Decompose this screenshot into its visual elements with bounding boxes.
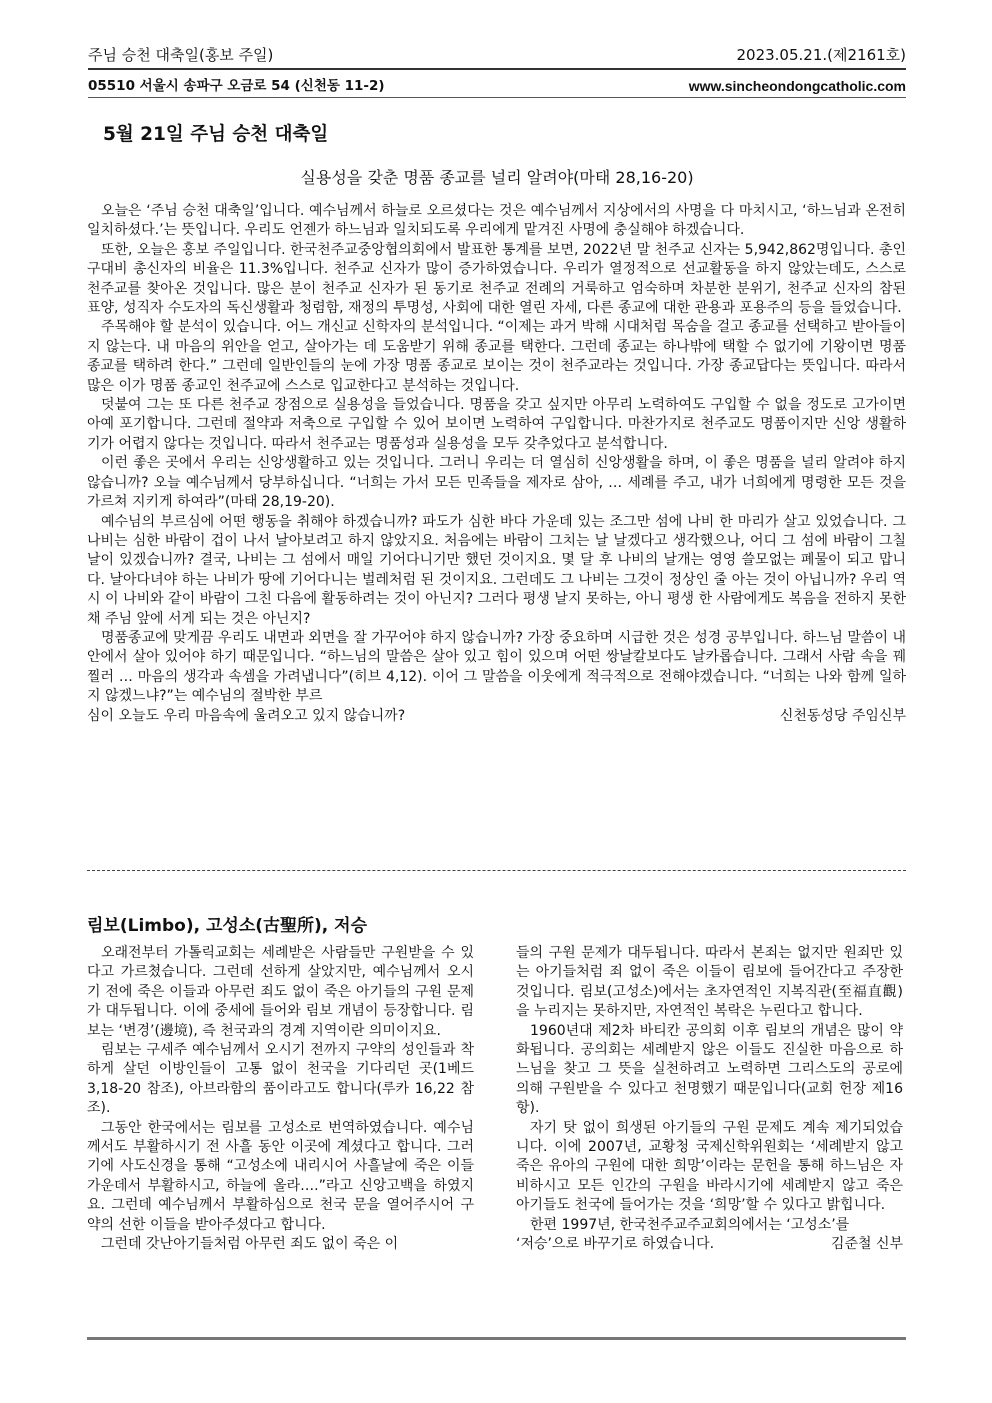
paragraph: 한편 1997년, 한국천주교주교회의에서는 ‘고성소’를 — [530, 1216, 850, 1233]
paragraph: 덧붙여 그는 또 다른 천주교 장점으로 실용성을 들었습니다. 명품을 갖고 싶지만 아무리 노력하여도 구입할 수 없을 정도로 고가이면 아예 포기합니다. 그런데 절약과 저축으로 구입할 수 있어 보이면 노력하여 구입합니다. 마찬가지로 천주교도 명품이지만 신앙 생활하기가 어렵지 않다는 것입니다. 따라서 천주교는 명품성과 실용성을 모두 갖추었다고 분석합니다. — [87, 397, 906, 452]
parish-address: 05510 서울시 송파구 오금로 54 (신천동 11-2) — [88, 78, 385, 94]
bottom-rule — [87, 1337, 906, 1340]
paragraph: 주목해야 할 분석이 있습니다. 어느 개신교 신학자의 분석입니다. “이제는 과거 박해 시대처럼 목숨을 걸고 종교를 선택하고 받아들이지 않는다. 내 마음의 위안을 얻고, 살아가는 데 도움받기 위해 종교를 택한다. 그런데 종교는 하나밖에 택할 수 없기에 기왕이면 명품 종교를 택하려 한다.” 그런데 일반인들의 눈에 가장 명품 종교로 보이는 것이 천주교라는 것입니다. 가장 종교답다는 뜻입니다. 따라서 많은 이가 명품 종교인 천주교에 스스로 입교한다고 분석하는 것입니다. — [87, 319, 906, 394]
paragraph: 림보는 구세주 예수님께서 오시기 전까지 구약의 성인들과 착하게 살던 이방인들이 고통 없이 천국을 기다리던 곳(1베드 3,18-20 참조), 아브라함의 품이라고도 합니다(루카 16,22 참조). — [87, 1042, 474, 1117]
article-title: 실용성을 갖춘 명품 종교를 널리 알려야(마태 28,16-20) — [300, 168, 694, 187]
paragraph: 1960년대 제2차 바티칸 공의회 이후 림보의 개념은 많이 약화됩니다. 공의회는 세례받지 않은 이들도 진실한 마음으로 하느님을 찾고 그 뜻을 실천하려고 노력하면 그리스도의 공로에 의해 구원받을 수 있다고 천명했기 때문입니다(교회 헌장 제16항). — [516, 1022, 903, 1117]
masthead — [88, 43, 906, 70]
paragraph: 자기 탓 없이 희생된 아기들의 구원 문제도 계속 제기되었습니다. 이에 2007년, 교황청 국제신학위원회는 ‘세례받지 않고 죽은 유아의 구원에 대한 희망’이라는 문헌을 통해 하느님은 자비하시고 모든 인간의 구원을 바라시기에 세례받지 않고 죽은 아기들도 천국에 들어가는 것을 ‘희망’할 수 있다고 밝힙니다. — [516, 1119, 903, 1214]
paragraph: 그동안 한국에서는 림보를 고성소로 번역하였습니다. 예수님께서도 부활하시기 전 사흘 동안 이곳에 계셨다고 합니다. 그러기에 사도신경을 통해 “고성소에 내리시어 사흘날에 죽은 이들 가운데서 부활하시고, 하늘에 올라….”라고 신앙고백을 하였지요. 그런데 예수님께서 부활하심으로 천국 문을 열어주시어 구약의 선한 이들을 받아주셨다고 합니다. — [87, 1119, 474, 1233]
paragraph: 예수님의 부르심에 어떤 행동을 취해야 하겠습니까? 파도가 심한 바다 가운데 있는 조그만 섬에 나비 한 마리가 살고 있었습니다. 그 나비는 심한 바람이 겁이 나서 날아보려고 하지 않았지요. 처음에는 바람이 그치는 날 날겠다고 생각했으나, 어디 그 섬에 바람이 그칠 날이 있겠습니까? 결국, 나비는 그 섬에서 매일 기어다니기만 했던 것이지요. 몇 달 후 나비의 날개는 영영 쓸모없는 폐물이 되고 맙니다. 날아다녀야 하는 나비가 땅에 기어다니는 벌레처럼 된 것이지요. 그런데도 그 나비는 그것이 정상인 줄 아는 것이 아닙니까? 우리 역시 이 나비와 같이 바람이 그친 다음에 활동하려는 것이 아닌지? 그러다 평생 날지 못하는, 아니 평생 한 사람에게도 복음을 전하지 못한 채 주님 앞에 서게 되는 것은 아닌지? — [87, 513, 906, 627]
closing-text: 심이 오늘도 우리 마음속에 울려오고 있지 않습니까? — [87, 707, 406, 724]
paragraph: 또한, 오늘은 홍보 주일입니다. 한국천주교중앙협의회에서 발표한 통계를 보면, 2022년 말 천주교 신자는 5,942,862명입니다. 총인구대비 총신자의 비율은 11.3%입니다. 천주교 신자가 많이 증가하였습니다. 우리가 열정적으로 선교활동을 하지 않았는데도, 스스로 천주교를 찾아온 것입니다. 많은 분이 천주교 신자가 된 동기로 천주교 전례의 거룩하고 엄숙하며 차분한 분위기, 천주교 신자의 참된 표양, 성직자 수도자의 독신생활과 청렴함, 재정의 투명성, 사회에 대한 열린 자세, 다른 종교에 대한 관용과 포용주의 등을 들었습니다. — [87, 241, 906, 317]
left-column — [87, 944, 474, 1255]
signature: 김준철 신부 — [830, 1236, 903, 1253]
parish-url: www.sincheondongcatholic.com — [688, 78, 906, 94]
right-column — [516, 944, 903, 1255]
paragraph: 오늘은 ‘주님 승천 대축일’입니다. 예수님께서 하늘로 오르셨다는 것은 예수님께서 지상에서의 사명을 다 마치시고, ‘하느님과 온전히 일치하셨다.’는 뜻입니다. 우리도 언젠가 하느님과 일치되도록 우리에게 맡겨진 사명에 충실해야 하겠습니다. — [87, 203, 906, 239]
signature: 신천동성당 주임신부 — [779, 707, 906, 724]
section-title: 림보(Limbo), 고성소(古聖所), 저승 — [87, 916, 368, 936]
masthead-sub — [88, 72, 906, 98]
closing-text: ‘저승’으로 바꾸기로 하였습니다. — [516, 1236, 715, 1253]
paragraph: 들의 구원 문제가 대두됩니다. 따라서 본죄는 없지만 원죄만 있는 아기들처럼 죄 없이 죽은 이들이 림보에 들어간다고 주장한 것입니다. 림보(고성소)에서는 초자연적인 지복직관(至福直觀)을 누리지는 못하지만, 자연적인 복락은 누린다고 합니다. — [516, 945, 903, 1020]
section-divider — [87, 870, 906, 883]
paragraph: 명품종교에 맞게끔 우리도 내면과 외면을 잘 가꾸어야 하지 않습니까? 가장 중요하며 시급한 것은 성경 공부입니다. 하느님 말씀이 내 안에서 살아 있어야 하기 때문입니다. “하느님의 말씀은 살아 있고 힘이 있으며 어떤 쌍날칼보다도 날카롭습니다. 그래서 사람 속을 꿰찔러 … 마음의 생각과 속셈을 가려냅니다”(히브 4,12). 이어 그 말씀을 이웃에게 적극적으로 전해야겠습니다. “너희는 나와 함께 일하지 않겠느냐?”는 예수님의 절박한 부르 — [87, 629, 906, 705]
closing-line — [87, 707, 906, 726]
closing-line — [516, 1235, 903, 1254]
paragraph: 이런 좋은 곳에서 우리는 신앙생활하고 있는 것입니다. 그러니 우리는 더 열심히 신앙생활을 하며, 이 좋은 명품을 널리 알려야 하지 않습니까? 오늘 예수님께서 당부하십니다. “너희는 가서 모든 민족들을 제자로 삼아, … 세례를 주고, 내가 너희에게 명령한 모든 것을 가르쳐 지키게 하여라”(마태 28,19-20). — [87, 455, 906, 511]
article-body — [87, 202, 906, 726]
issue-title: 주님 승천 대축일(홍보 주일) — [88, 46, 274, 64]
paragraph: 그런데 갓난아기들처럼 아무런 죄도 없이 죽은 이 — [101, 1236, 399, 1253]
issue-date: 2023.05.21.(제2161호) — [736, 46, 906, 64]
paragraph: 오래전부터 가톨릭교회는 세례받은 사람들만 구원받을 수 있다고 가르쳤습니다. 그런데 선하게 살았지만, 예수님께서 오시기 전에 죽은 이들과 아무런 죄도 없이 죽은 아기들의 구원 문제가 대두됩니다. 이에 중세에 들어와 림보 개념이 등장합니다. 림보는 ‘변경’(邊境), 즉 천국과의 경계 지역이란 의미이지요. — [87, 945, 474, 1039]
page-title: 5월 21일 주님 승천 대축일 — [103, 124, 329, 145]
